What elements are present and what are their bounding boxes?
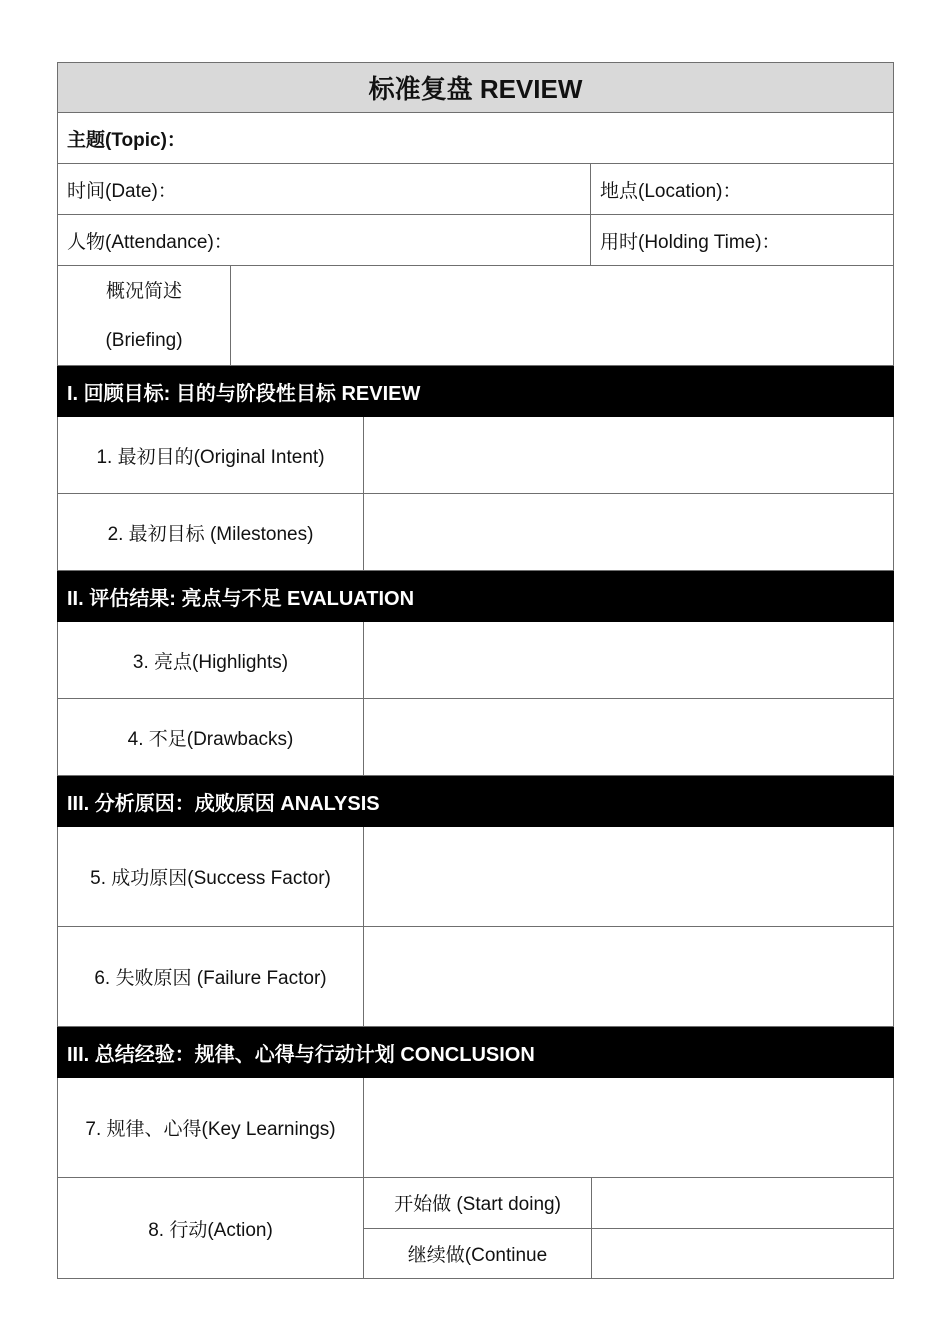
key-learnings-label: 7. 规律、心得(Key Learnings) xyxy=(58,1078,364,1177)
attendance-label: 人物(Attendance)： xyxy=(67,231,233,253)
date-location-row xyxy=(57,164,894,215)
briefing-label-cn: 概况简述 xyxy=(105,280,182,302)
topic-label: 主题(Topic)： xyxy=(67,129,186,151)
milestones-label: 2. 最初目标 (Milestones) xyxy=(58,494,364,570)
start-doing-input[interactable] xyxy=(592,1178,893,1229)
original-intent-row xyxy=(57,417,894,494)
drawbacks-row xyxy=(57,699,894,776)
action-types xyxy=(364,1178,592,1278)
milestones-row xyxy=(57,494,894,571)
date-label: 时间(Date)： xyxy=(67,180,177,202)
milestones-input[interactable] xyxy=(364,494,893,570)
key-learnings-input[interactable] xyxy=(364,1078,893,1177)
failure-factor-row xyxy=(57,927,894,1027)
holding-time-label: 用时(Holding Time)： xyxy=(600,231,781,253)
start-doing-label: 开始做 (Start doing) xyxy=(364,1178,591,1229)
form-title: 标准复盘 REVIEW xyxy=(368,74,583,104)
action-label: 8. 行动(Action) xyxy=(58,1178,364,1278)
briefing-input[interactable] xyxy=(231,266,893,365)
section-analysis xyxy=(57,776,894,827)
success-factor-row xyxy=(57,827,894,927)
drawbacks-input[interactable] xyxy=(364,699,893,775)
briefing-row xyxy=(57,266,894,366)
success-factor-input[interactable] xyxy=(364,827,893,926)
section-analysis-title: III. 分析原因：成败原因 ANALYSIS xyxy=(67,792,380,815)
review-form xyxy=(57,62,894,1279)
highlights-label: 3. 亮点(Highlights) xyxy=(58,622,364,698)
key-learnings-row xyxy=(57,1078,894,1178)
continue-input[interactable] xyxy=(592,1229,893,1279)
failure-factor-label: 6. 失败原因 (Failure Factor) xyxy=(58,927,364,1026)
continue-label: 继续做(Continue xyxy=(407,1244,548,1266)
drawbacks-label: 4. 不足(Drawbacks) xyxy=(58,699,364,775)
original-intent-input[interactable] xyxy=(364,417,893,493)
attendance-field[interactable] xyxy=(58,215,591,265)
action-values xyxy=(592,1178,893,1278)
section-conclusion xyxy=(57,1027,894,1078)
location-field[interactable] xyxy=(591,164,893,214)
section-evaluation xyxy=(57,571,894,622)
location-label: 地点(Location)： xyxy=(600,180,742,202)
highlights-input[interactable] xyxy=(364,622,893,698)
briefing-label-en: (Briefing) xyxy=(105,329,183,351)
original-intent-label: 1. 最初目的(Original Intent) xyxy=(58,417,364,493)
holding-time-field[interactable] xyxy=(591,215,893,265)
failure-factor-input[interactable] xyxy=(364,927,893,1026)
action-row xyxy=(57,1178,894,1279)
highlights-row xyxy=(57,622,894,699)
title-row xyxy=(57,62,894,113)
section-evaluation-title: II. 评估结果: 亮点与不足 EVALUATION xyxy=(67,587,415,610)
success-factor-label: 5. 成功原因(Success Factor) xyxy=(58,827,364,926)
section-review xyxy=(57,366,894,417)
attendance-time-row xyxy=(57,215,894,266)
briefing-label xyxy=(58,266,231,365)
topic-row[interactable] xyxy=(57,113,894,164)
section-conclusion-title: III. 总结经验：规律、心得与行动计划 CONCLUSION xyxy=(67,1043,535,1066)
date-field[interactable] xyxy=(58,164,591,214)
section-review-title: I. 回顾目标: 目的与阶段性目标 REVIEW xyxy=(67,382,421,405)
